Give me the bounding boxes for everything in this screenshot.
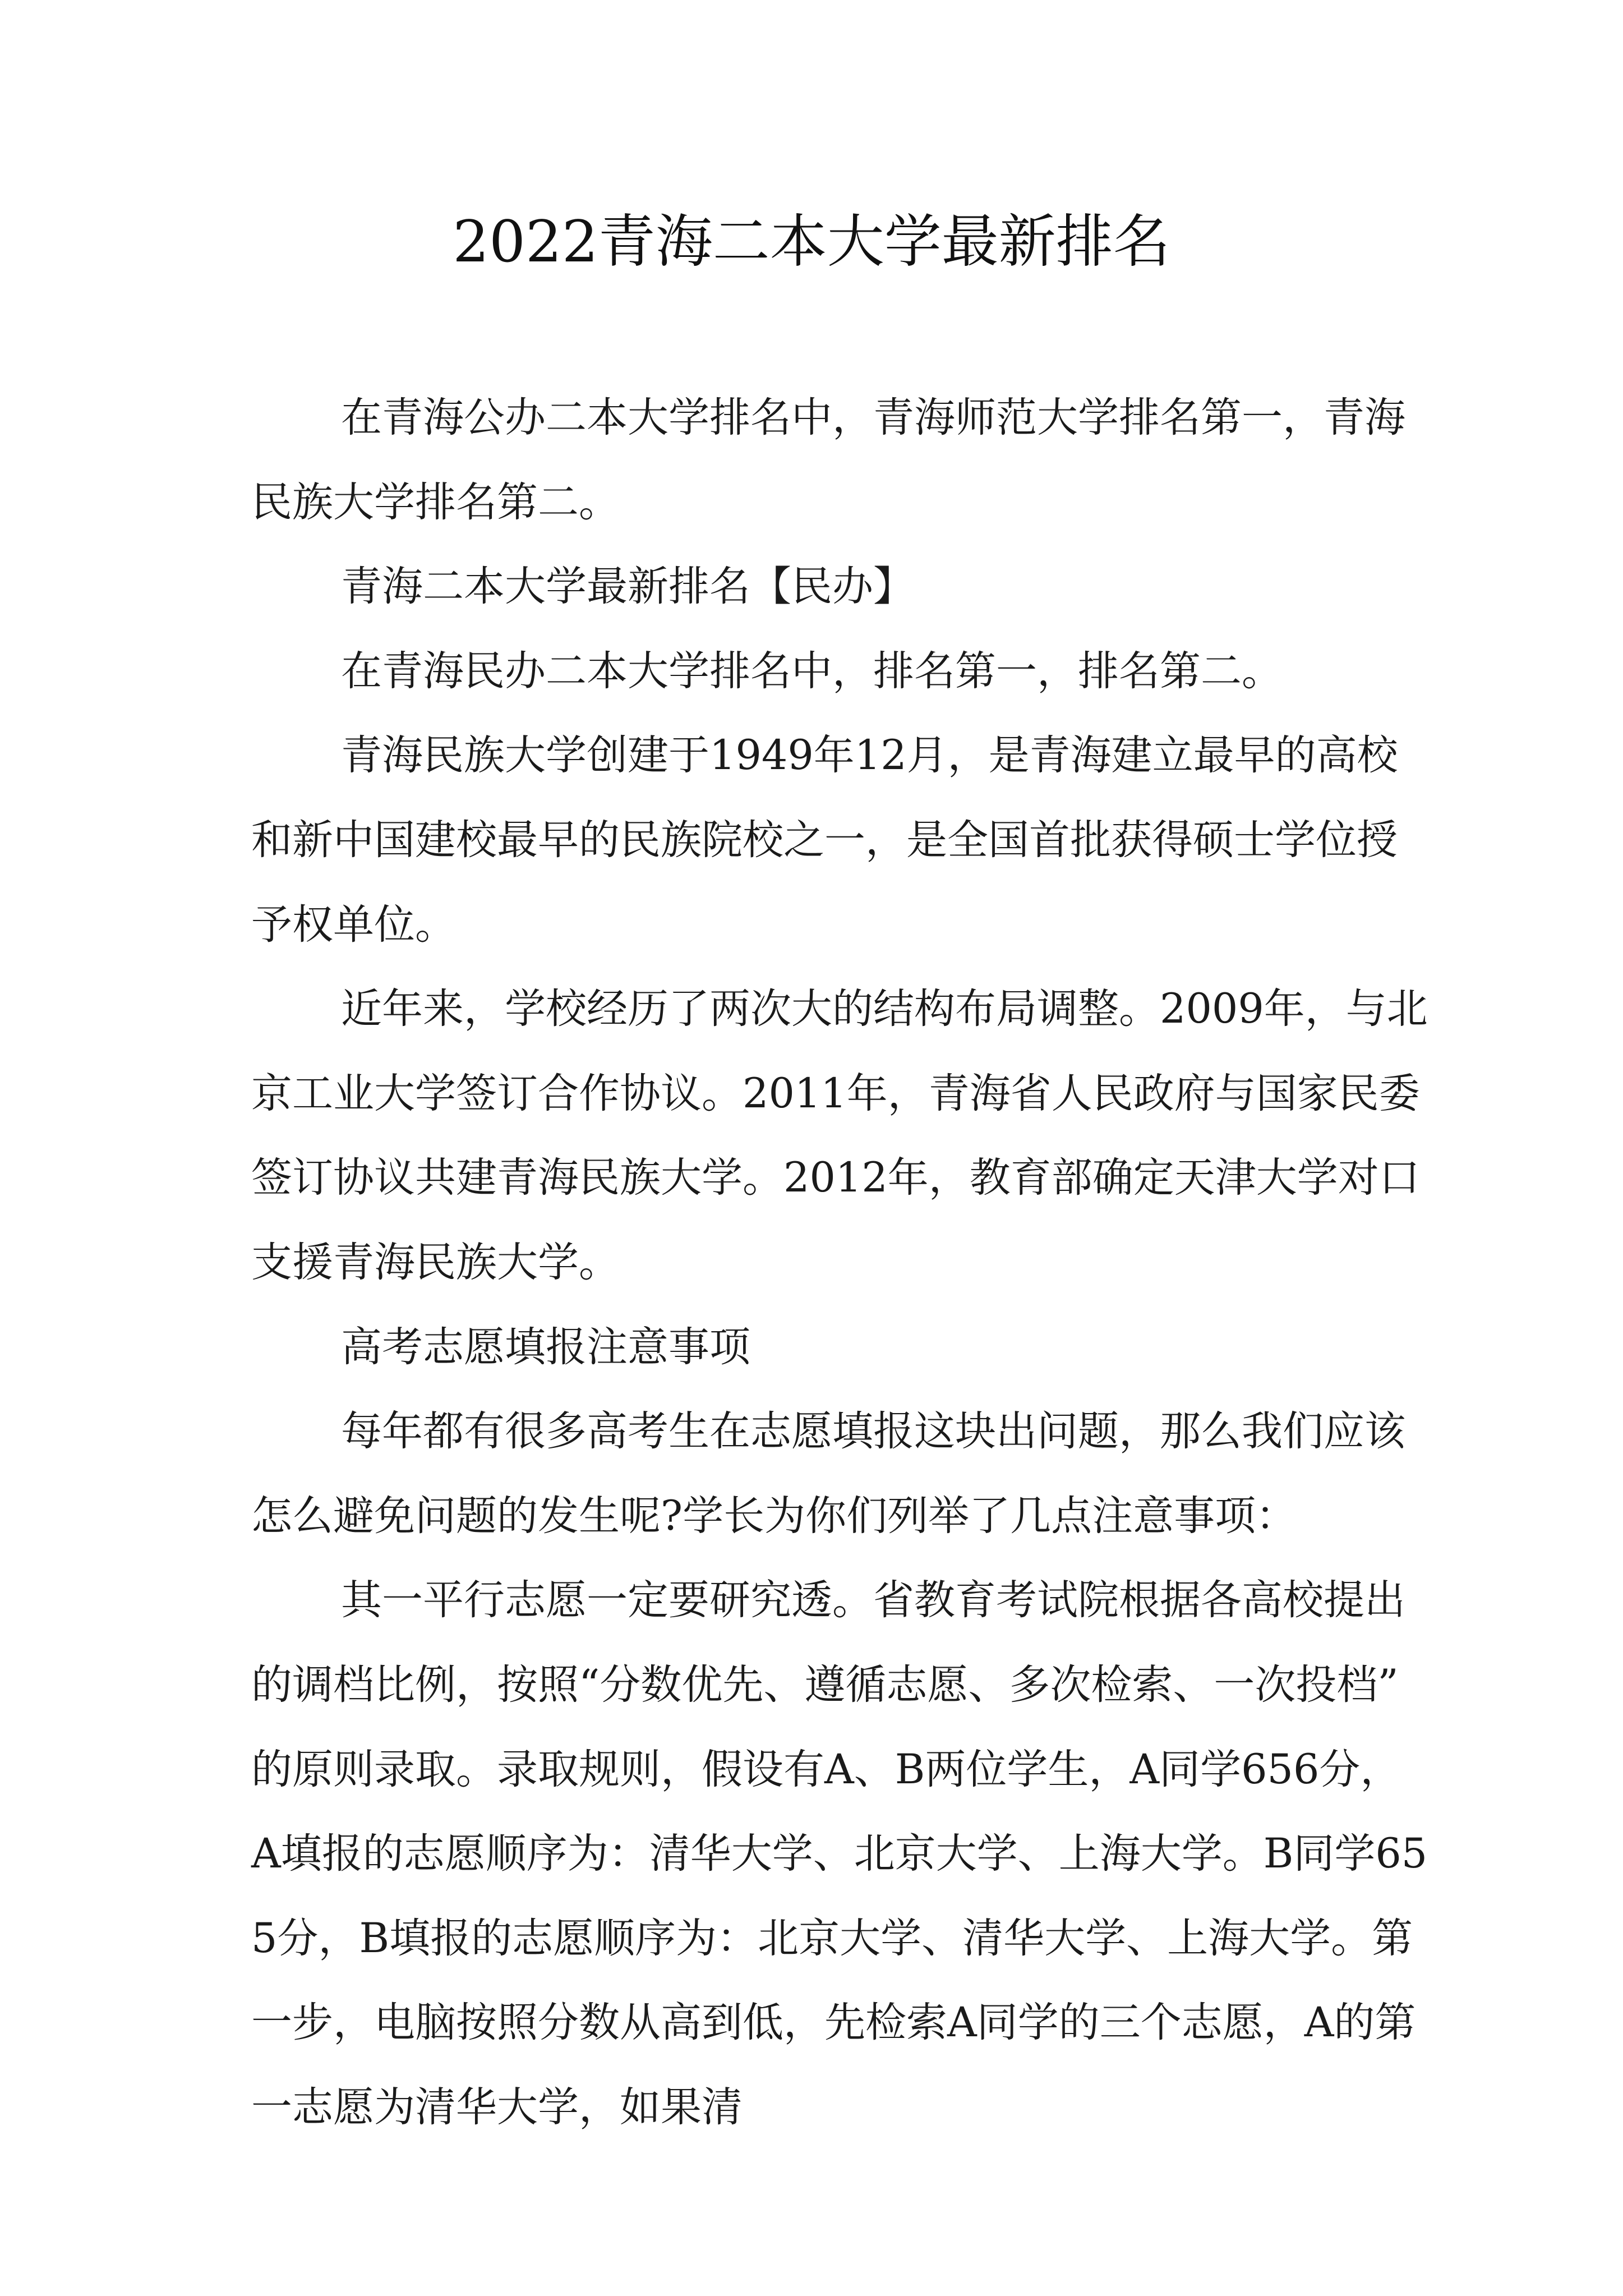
paragraph-public-ranking: 在青海公办二本大学排名中，青海师范大学排名第一，青海民族大学排名第二。: [251, 394, 1405, 526]
paragraph-university-history: 青海民族大学创建于1949年12月，是青海建立最早的高校和新中国建校最早的民族院校之一，是全国首批获得硕士学位授予权单位。: [251, 731, 1398, 949]
paragraph-notes-intro: 每年都有很多高考生在志愿填报这块出问题，那么我们应该怎么避免问题的发生呢?学长为你们列举了几点注意事项：: [251, 1407, 1405, 1540]
paragraph-parallel-volunteer: 其一平行志愿一定要研究透。省教育考试院根据各高校提出的调档比例，按照“分数优先、遵循志愿、多次检索、一次投档”的原则录取。录取规则，假设有A、B两位学生，A同学656分，A填报的志愿顺序为：清华大学、北京大学、上海大学。B同学655分，B填报的志愿顺序为：北京大学、清华大学、上海大学。第一步，电脑按照分数从高到低，先检索A同学的三个志愿，A的第一志愿为清华大学，如果清: [251, 1576, 1428, 2131]
paragraph-recent-years: 近年来，学校经历了两次大的结构布局调整。2009年，与北京工业大学签订合作协议。2011年，青海省人民政府与国家民委签订协议共建青海民族大学。2012年，教育部确定天津大学对口支援青海民族大学。: [251, 985, 1428, 1286]
document-body: [251, 376, 1429, 2150]
paragraph-private-heading: 青海二本大学最新排名【民办】: [341, 563, 914, 611]
document-title: 2022青海二本大学最新排名: [453, 209, 1170, 275]
paragraph-notes-heading: 高考志愿填报注意事项: [341, 1323, 750, 1371]
paragraph-private-ranking: 在青海民办二本大学排名中，排名第一，排名第二。: [341, 647, 1283, 695]
